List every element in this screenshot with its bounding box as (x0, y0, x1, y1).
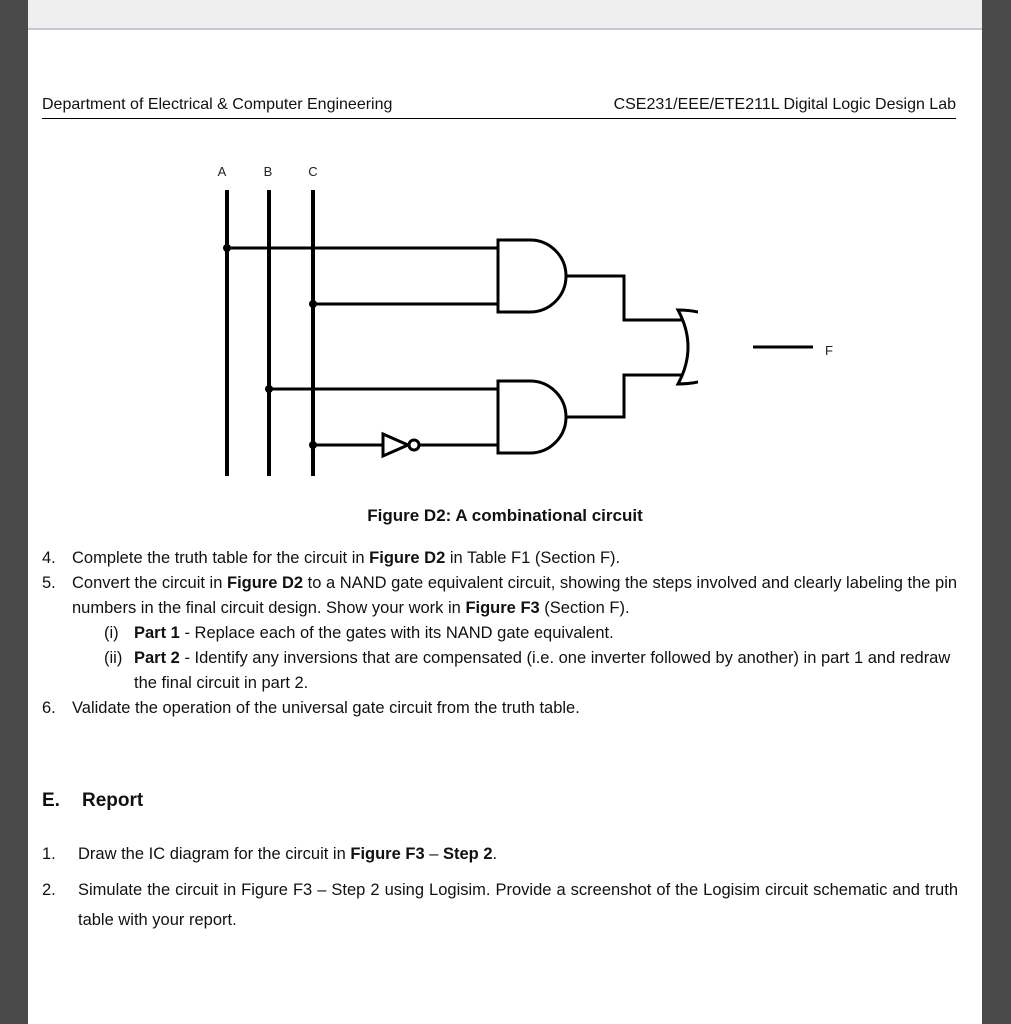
item-text: in Table F1 (Section F). (445, 549, 621, 567)
output-wire (753, 336, 853, 366)
item-text: Part 1 (134, 624, 180, 642)
section-heading (42, 790, 143, 812)
document-page (28, 0, 982, 1024)
viewer-top-bar (28, 0, 982, 30)
item-text: - Replace each of the gates with its NAND gate equivalent. (179, 624, 614, 642)
item-number: 5. (42, 574, 56, 592)
item-text: (Section F). (539, 599, 630, 617)
item-text: Convert the circuit in (72, 574, 227, 592)
course-title: CSE231/EEE/ETE211L Digital Logic Design Lab (613, 96, 956, 113)
item-text: Figure D2 (226, 574, 304, 592)
sub-step-item (42, 621, 958, 646)
and-gate-bottom (498, 381, 566, 453)
item-text: Figure D2 (369, 549, 446, 567)
item-text: . (492, 845, 498, 863)
procedure-list (42, 546, 958, 721)
item-text: Figure F3 (465, 599, 540, 617)
item-text: Complete the truth table for the circuit in (72, 549, 370, 567)
item-text: - Identify any inversions that are compensated (i.e. one inverter followed by another) in part 1 and redraw the final circuit in part 2. (134, 649, 951, 692)
list-item (42, 571, 958, 621)
list-item (42, 696, 958, 721)
item-number: 2. (42, 881, 56, 899)
item-text: Step 2 (442, 845, 493, 863)
item-text: Validate the operation of the universal gate circuit from the truth table. (72, 699, 580, 717)
sub-step-item (42, 646, 958, 696)
input-label-a: A (217, 164, 227, 179)
item-number: 6. (42, 699, 56, 717)
item-text: Draw the IC diagram for the circuit in (78, 845, 351, 863)
section-title: Report (82, 790, 144, 811)
viewer-scrollbar[interactable] (982, 0, 1011, 1024)
item-text: Simulate the circuit in Figure F3 – Step 2 using Logisim. Provide a screenshot of the Logisim circuit schematic and truth table with your report. (78, 881, 958, 929)
item-text: – (424, 845, 443, 863)
item-number: (i) (104, 624, 119, 642)
report-list (42, 839, 958, 941)
list-item (42, 546, 958, 571)
not-gate (383, 434, 408, 456)
department-name: Department of Electrical & Computer Engineering (42, 96, 393, 113)
input-label-b: B (263, 164, 273, 179)
output-label: F (825, 343, 833, 358)
item-number: 1. (42, 845, 56, 863)
item-text: to a NAND gate equivalent circuit, showing the steps involved and clearly labeling the pin numbers in the final circuit design. Show your work in (72, 574, 958, 617)
input-label-c: C (308, 164, 318, 179)
figure-caption: Figure D2: A combinational circuit (367, 506, 643, 525)
item-number: 4. (42, 549, 56, 567)
combinational-circuit-diagram (178, 150, 698, 490)
item-text: Part 2 (134, 649, 180, 667)
section-letter: E. (42, 790, 60, 811)
page-header (42, 96, 956, 119)
item-text: Figure F3 (350, 845, 425, 863)
list-item (42, 839, 958, 869)
list-item (42, 875, 958, 935)
and-gate-top (498, 240, 566, 312)
item-number: (ii) (104, 649, 123, 667)
